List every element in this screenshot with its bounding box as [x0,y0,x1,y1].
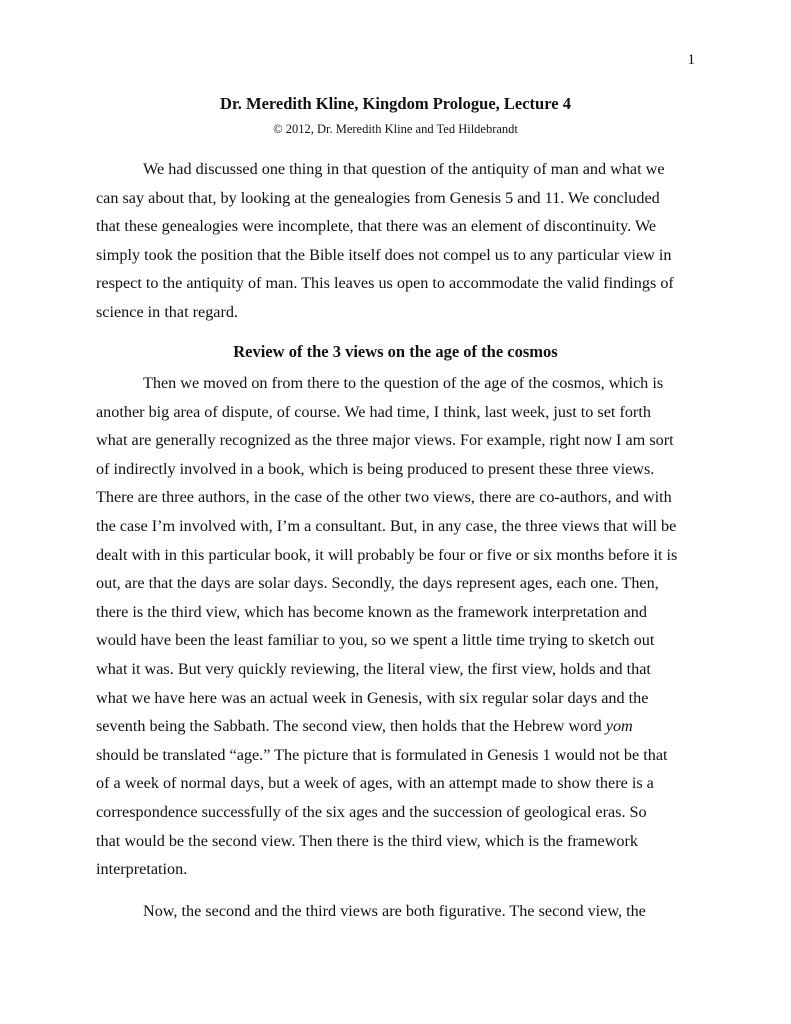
paragraph-line: simply took the position that the Bible itself does not compel us to any particular view in [96,245,672,264]
paragraph-line: that these genealogies were incomplete, that there was an element of discontinuity. We [96,217,657,236]
paragraph-line: Then we moved on from there to the question of the age of the cosmos, which is [143,374,664,392]
paragraph-line: what we have here was an actual week in Genesis, with six regular solar days and the [96,688,649,707]
page-number: 1 [687,52,695,68]
italic-word-yom: yom [605,717,633,736]
paragraph-line: of a week of normal days, but a week of ages, with an attempt made to show there is a [96,774,654,793]
paragraph-line: of indirectly involved in a book, which is being produced to present these three views. [96,459,655,478]
paragraph-line: there is the third view, which has become known as the framework interpretation and [96,602,647,621]
document-title: Dr. Meredith Kline, Kingdom Prologue, Lecture 4 [220,94,571,113]
paragraph-line: There are three authors, in the case of the other two views, there are co-authors, and with [96,488,672,507]
paragraph-line: dealt with in this particular book, it will probably be four or five or six months before it is [96,545,678,564]
paragraph-line: would have been the least familiar to you, so we spent a little time trying to sketch out [96,631,655,650]
copyright-line: © 2012, Dr. Meredith Kline and Ted Hildebrandt [273,122,518,136]
paragraph-line: another big area of dispute, of course. We had time, I think, last week, just to set forth [96,402,651,421]
paragraph-line-text: seventh being the Sabbath. The second view, then holds that the Hebrew word [96,717,602,736]
paragraph-line: interpretation. [96,860,188,879]
paragraph-line: Now, the second and the third views are both figurative. The second view, the [143,902,646,920]
paragraph-line: should be translated “age.” The picture that is formulated in Genesis 1 would not be that [96,745,668,764]
paragraph-figurative-views [96,897,706,926]
paragraph-line: can say about that, by looking at the genealogies from Genesis 5 and 11. We concluded [96,188,660,207]
paragraph-antiquity-of-man [96,155,706,327]
paragraph-line: the case I’m involved with, I’m a consultant. But, in any case, the three views that will be [96,516,677,535]
paragraph-line: correspondence successfully of the six ages and the succession of geological eras. So [96,802,647,821]
paragraph-line [96,712,706,741]
paragraph-line: respect to the antiquity of man. This leaves us open to accommodate the valid findings of [96,274,674,293]
paragraph-three-views [96,369,706,884]
paragraph-line: science in that regard. [96,302,239,321]
paragraph-line: what it was. But very quickly reviewing, the literal view, the first view, holds and that [96,659,651,678]
paragraph-line: what are generally recognized as the three major views. For example, right now I am sort [96,431,674,450]
paragraph-line: We had discussed one thing in that question of the antiquity of man and what we [143,160,665,178]
paragraph-line: that would be the second view. Then there is the third view, which is the framework [96,831,638,850]
section-heading: Review of the 3 views on the age of the cosmos [233,342,558,361]
paragraph-line: out, are that the days are solar days. Secondly, the days represent ages, each one. Then, [96,574,659,593]
